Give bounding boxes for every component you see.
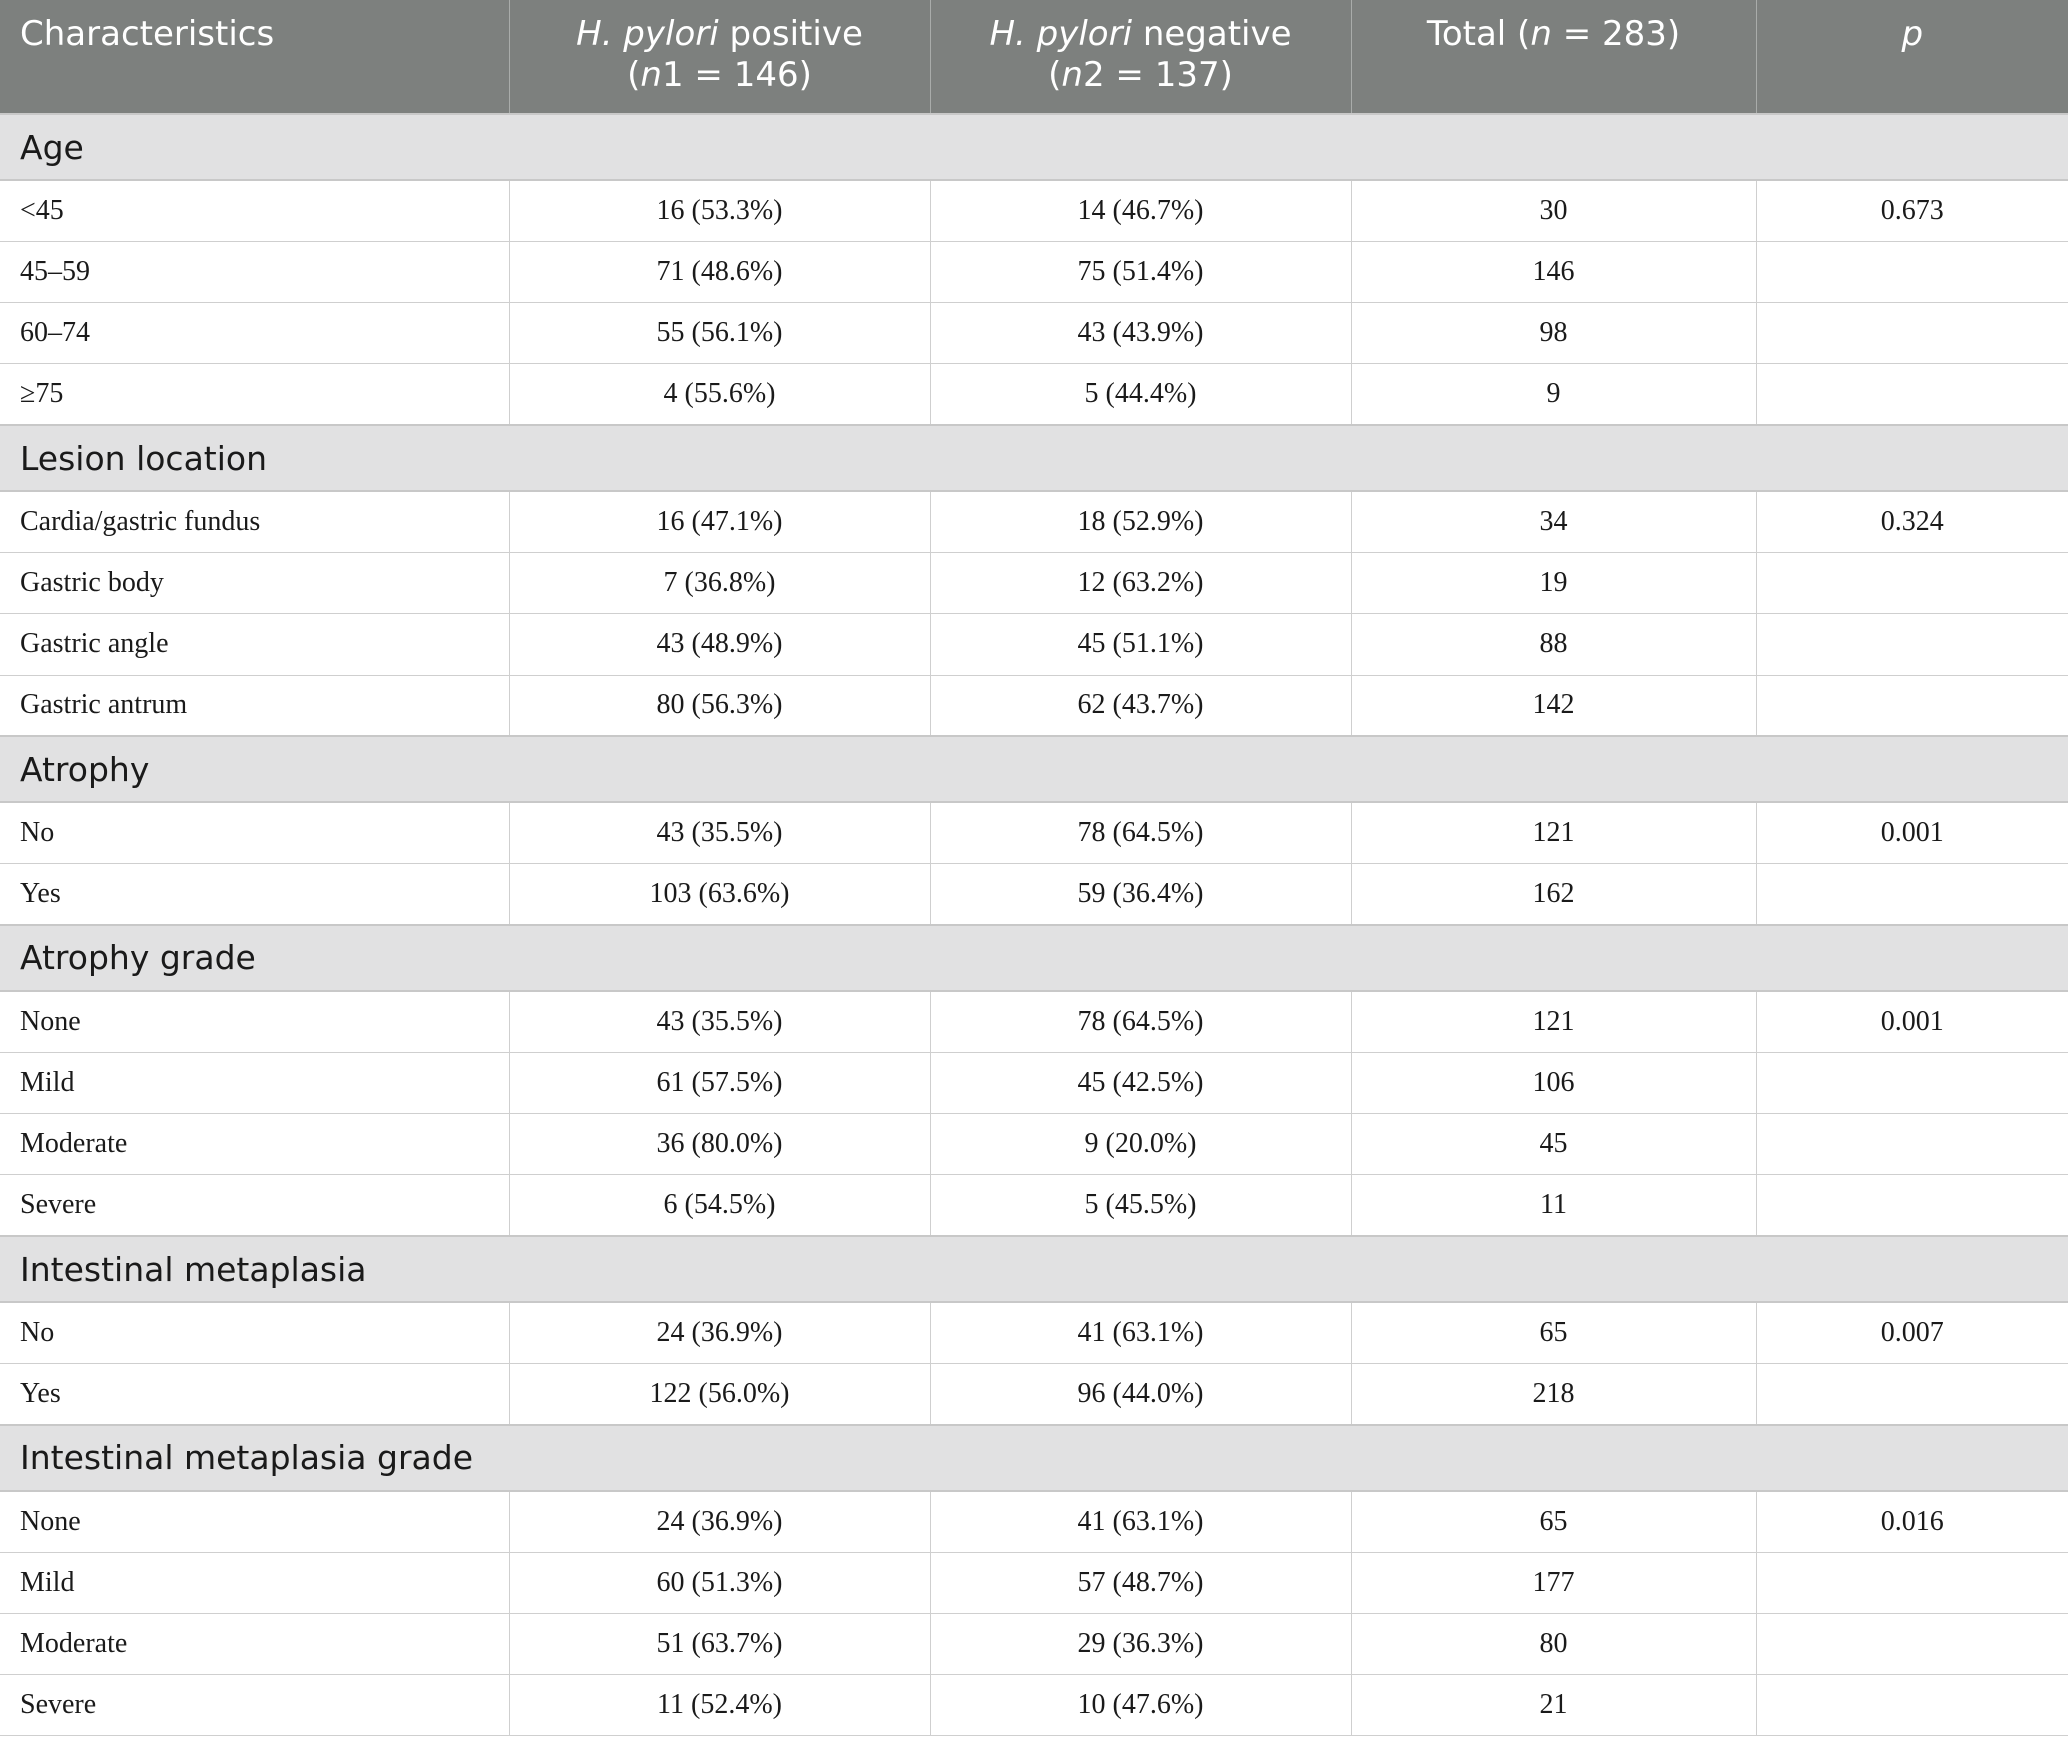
hpylori-positive-cell: 24 (36.9%) [509,1491,930,1552]
section-title: Intestinal metaplasia grade [0,1425,2068,1491]
header-neg-label: negative [1132,14,1292,54]
total-cell: 80 [1351,1613,1756,1674]
row-label: Moderate [0,1114,509,1175]
table-row [0,180,2068,241]
total-cell: 11 [1351,1175,1756,1236]
total-cell: 146 [1351,241,1756,302]
hpylori-negative-cell: 75 (51.4%) [930,241,1351,302]
total-cell: 162 [1351,864,1756,925]
total-cell: 121 [1351,991,1756,1052]
hpylori-negative-cell: 14 (46.7%) [930,180,1351,241]
hpylori-positive-cell: 36 (80.0%) [509,1114,930,1175]
hpylori-positive-cell: 60 (51.3%) [509,1552,930,1613]
hpylori-positive-cell: 43 (35.5%) [509,802,930,863]
row-label: Moderate [0,1613,509,1674]
table-row [0,491,2068,552]
hpylori-negative-cell: 5 (44.4%) [930,364,1351,425]
row-label: No [0,802,509,863]
table-header [0,0,2068,114]
p-value-cell: 0.016 [1756,1491,2068,1552]
hpylori-negative-cell: 57 (48.7%) [930,1552,1351,1613]
p-value-cell [1756,1052,2068,1113]
hpylori-positive-cell: 55 (56.1%) [509,303,930,364]
header-neg-organism: H. pylori [989,14,1133,54]
header-pos-label: positive [718,14,863,54]
hpylori-negative-cell: 45 (42.5%) [930,1052,1351,1113]
hpylori-positive-cell: 51 (63.7%) [509,1613,930,1674]
total-cell: 98 [1351,303,1756,364]
table-row [0,1613,2068,1674]
table-row [0,1491,2068,1552]
table-row [0,675,2068,736]
total-cell: 45 [1351,1114,1756,1175]
total-cell: 34 [1351,491,1756,552]
hpylori-positive-cell: 61 (57.5%) [509,1052,930,1113]
header-p-symbol: p [1901,14,1924,54]
row-label: 45–59 [0,241,509,302]
row-label: Yes [0,1363,509,1424]
header-total-post: = 283) [1551,14,1681,54]
row-label: 60–74 [0,303,509,364]
table-row [0,1175,2068,1236]
hpylori-positive-cell: 4 (55.6%) [509,364,930,425]
row-label: None [0,991,509,1052]
total-cell: 121 [1351,802,1756,863]
p-value-cell: 0.673 [1756,180,2068,241]
p-value-cell [1756,1114,2068,1175]
row-label: Mild [0,1552,509,1613]
table-row [0,552,2068,613]
header-neg-n-value: 2 = 137) [1082,55,1233,95]
total-cell: 106 [1351,1052,1756,1113]
hpylori-positive-cell: 16 (53.3%) [509,180,930,241]
table-row [0,303,2068,364]
table-row [0,364,2068,425]
total-cell: 142 [1351,675,1756,736]
table-row [0,1114,2068,1175]
table-body [0,114,2068,1736]
p-value-cell: 0.324 [1756,491,2068,552]
p-value-cell [1756,364,2068,425]
total-cell: 9 [1351,364,1756,425]
hpylori-negative-cell: 18 (52.9%) [930,491,1351,552]
p-value-cell [1756,241,2068,302]
table-row [0,1675,2068,1736]
p-value-cell: 0.001 [1756,802,2068,863]
total-cell: 30 [1351,180,1756,241]
p-value-cell [1756,1175,2068,1236]
row-label: No [0,1302,509,1363]
hpylori-positive-cell: 24 (36.9%) [509,1302,930,1363]
hpylori-negative-cell: 96 (44.0%) [930,1363,1351,1424]
row-label: Gastric antrum [0,675,509,736]
hpylori-negative-cell: 45 (51.1%) [930,614,1351,675]
header-total-n-symbol: n [1530,14,1552,54]
p-value-cell [1756,614,2068,675]
hpylori-positive-cell: 71 (48.6%) [509,241,930,302]
hpylori-negative-cell: 78 (64.5%) [930,991,1351,1052]
total-cell: 65 [1351,1491,1756,1552]
hpylori-negative-cell: 10 (47.6%) [930,1675,1351,1736]
table-row [0,1052,2068,1113]
total-cell: 177 [1351,1552,1756,1613]
section-title: Intestinal metaplasia [0,1236,2068,1302]
hpylori-negative-cell: 41 (63.1%) [930,1491,1351,1552]
hpylori-negative-cell: 59 (36.4%) [930,864,1351,925]
row-label: Severe [0,1175,509,1236]
hpylori-negative-cell: 41 (63.1%) [930,1302,1351,1363]
section-title: Lesion location [0,425,2068,491]
total-cell: 21 [1351,1675,1756,1736]
total-cell: 88 [1351,614,1756,675]
p-value-cell [1756,1552,2068,1613]
hpylori-positive-cell: 7 (36.8%) [509,552,930,613]
table-row [0,1363,2068,1424]
row-label: ≥75 [0,364,509,425]
section-title: Atrophy grade [0,925,2068,991]
hpylori-positive-cell: 43 (48.9%) [509,614,930,675]
row-label: Severe [0,1675,509,1736]
header-characteristics: Characteristics [0,0,509,114]
hpylori-positive-cell: 80 (56.3%) [509,675,930,736]
header-pos-organism: H. pylori [576,14,719,54]
row-label: Mild [0,1052,509,1113]
header-pos-n-symbol: n [640,55,662,95]
p-value-cell [1756,552,2068,613]
hpylori-negative-cell: 62 (43.7%) [930,675,1351,736]
p-value-cell [1756,1363,2068,1424]
p-value-cell: 0.001 [1756,991,2068,1052]
section-header-row [0,925,2068,991]
p-value-cell [1756,1613,2068,1674]
p-value-cell [1756,1675,2068,1736]
p-value-cell [1756,675,2068,736]
total-cell: 218 [1351,1363,1756,1424]
table-row [0,1302,2068,1363]
row-label: Gastric angle [0,614,509,675]
table-row [0,1552,2068,1613]
header-total-pre: Total ( [1426,14,1531,54]
header-hpylori-negative: H. pylori negative (n2 = 137) [930,0,1351,114]
header-pos-n-value: 1 = 146) [661,55,812,95]
section-header-row [0,736,2068,802]
hpylori-negative-cell: 12 (63.2%) [930,552,1351,613]
hpylori-negative-cell: 9 (20.0%) [930,1114,1351,1175]
total-cell: 65 [1351,1302,1756,1363]
header-p-value [1756,0,2068,114]
row-label: None [0,1491,509,1552]
hpylori-positive-cell: 43 (35.5%) [509,991,930,1052]
hpylori-negative-cell: 43 (43.9%) [930,303,1351,364]
p-value-cell [1756,303,2068,364]
hpylori-negative-cell: 5 (45.5%) [930,1175,1351,1236]
row-label: Yes [0,864,509,925]
row-label: Cardia/gastric fundus [0,491,509,552]
table-row [0,864,2068,925]
table-row [0,241,2068,302]
hpylori-positive-cell: 103 (63.6%) [509,864,930,925]
hpylori-positive-cell: 16 (47.1%) [509,491,930,552]
hpylori-positive-cell: 122 (56.0%) [509,1363,930,1424]
p-value-cell [1756,864,2068,925]
header-row [0,0,2068,114]
section-title: Age [0,114,2068,180]
hpylori-negative-cell: 29 (36.3%) [930,1613,1351,1674]
section-header-row [0,1236,2068,1302]
header-neg-n-symbol: n [1061,55,1083,95]
p-value-cell: 0.007 [1756,1302,2068,1363]
table-row [0,991,2068,1052]
table-row [0,802,2068,863]
section-header-row [0,425,2068,491]
hpylori-positive-cell: 6 (54.5%) [509,1175,930,1236]
header-hpylori-positive: H. pylori positive (n1 = 146) [509,0,930,114]
row-label: <45 [0,180,509,241]
section-header-row [0,1425,2068,1491]
hpylori-negative-cell: 78 (64.5%) [930,802,1351,863]
header-total [1351,0,1756,114]
section-header-row [0,114,2068,180]
hpylori-positive-cell: 11 (52.4%) [509,1675,930,1736]
row-label: Gastric body [0,552,509,613]
total-cell: 19 [1351,552,1756,613]
table-row [0,614,2068,675]
section-title: Atrophy [0,736,2068,802]
